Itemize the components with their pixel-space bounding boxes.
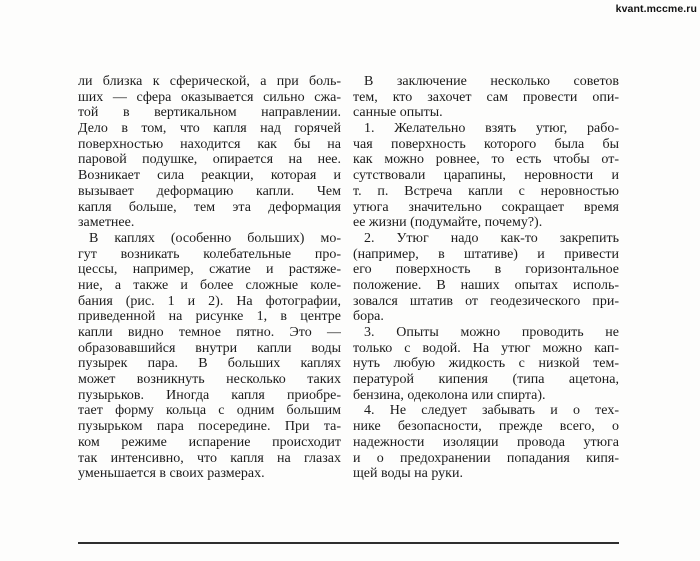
text-line: ком режиме испарение происходит	[78, 434, 341, 450]
text-line: его поверхность в горизонтальное	[353, 262, 619, 278]
text-line: капля больше, тем эта деформация	[78, 199, 341, 215]
text-line: и о предохранении попадания кипя-	[353, 450, 619, 466]
text-line: приведенной на рисунке 1, в центре	[78, 309, 341, 325]
text-line: пузырек пара. В больших каплях	[78, 356, 341, 372]
text-line: утюга значительно сокращает время	[353, 199, 619, 215]
text-line: 3. Опыты можно проводить не	[364, 325, 619, 340]
text-line: цессы, например, сжатие и растяже-	[78, 262, 341, 278]
text-line: заметнее.	[78, 215, 135, 231]
watermark-text: kvant.mccme.ru	[615, 3, 697, 15]
text-line: только с водой. На утюг можно кап-	[353, 340, 619, 356]
text-line: т. п. Встреча капли с неровностью	[353, 183, 619, 199]
text-line: 2. Утюг надо как-то закрепить	[364, 230, 619, 246]
text-line: (например, в штативе) и привести	[353, 246, 619, 262]
text-line: образовавшийся внутри капли воды	[78, 340, 341, 356]
text-line: капли видно темное пятно. Это —	[78, 325, 341, 340]
text-line: щей воды на руки.	[353, 466, 463, 482]
text-line: тает форму кольца с одним большим	[78, 403, 341, 419]
text-line: бензина, одеколона или спирта).	[353, 387, 546, 403]
text-line: бания (рис. 1 и 2). На фотографии,	[78, 293, 341, 309]
text-line: пузырьком пара посередине. При та-	[78, 419, 341, 435]
text-line: В каплях (особенно больших) мо-	[89, 230, 341, 246]
text-line: бора.	[353, 309, 384, 325]
text-line: вызывает деформацию капли. Чем	[78, 183, 341, 199]
text-line: нуть любую жидкость с низкой тем-	[353, 356, 619, 372]
left-text-column	[78, 74, 341, 482]
text-line: тем, кто захочет сам провести опи-	[353, 89, 619, 105]
text-line: ние, а также и более сложные коле-	[78, 277, 341, 293]
text-line: пературой кипения (типа ацетона,	[353, 372, 619, 388]
text-line: надежности изоляции провода утюга	[353, 434, 619, 450]
text-line: нике безопасности, прежде всего, о	[353, 419, 619, 435]
text-line: гут возникать колебательные про-	[78, 246, 341, 262]
text-line: 1. Желательно взять утюг, рабо-	[364, 121, 619, 137]
right-text-column	[353, 74, 619, 482]
text-line: сутствовали царапины, неровности и	[353, 168, 619, 184]
text-line: чая поверхность которого была бы	[353, 136, 619, 152]
text-line: зовался штатив от геодезического при-	[353, 293, 619, 309]
text-line: уменьшается в своих размерах.	[78, 466, 265, 482]
text-line: поверхностью находится как бы на	[78, 136, 341, 152]
text-line: положение. В наших опытах исполь-	[353, 277, 619, 293]
text-line: ли близка к сферической, а при боль-	[78, 74, 341, 89]
text-line: так интенсивно, что капля на глазах	[78, 450, 341, 466]
text-line: 4. Не следует забывать и о тех-	[364, 403, 619, 419]
text-line: той в вертикальном направлении.	[78, 105, 341, 121]
footer-rule	[78, 542, 619, 544]
text-line: В заключение несколько советов	[364, 74, 619, 89]
text-line: пузырьков. Иногда капля приобре-	[78, 387, 341, 403]
text-line: может возникнуть несколько таких	[78, 372, 341, 388]
text-line: ших — сфера оказывается сильно сжа-	[78, 89, 341, 105]
text-line: санные опыты.	[353, 105, 443, 121]
text-line: как можно ровнее, то есть чтобы от-	[353, 152, 619, 168]
text-line: Возникает сила реакции, которая и	[78, 168, 341, 184]
text-line: ее жизни (подумайте, почему?).	[353, 215, 543, 231]
text-line: паровой подушке, опирается на нее.	[78, 152, 341, 168]
text-line: Дело в том, что капля над горячей	[78, 121, 341, 137]
